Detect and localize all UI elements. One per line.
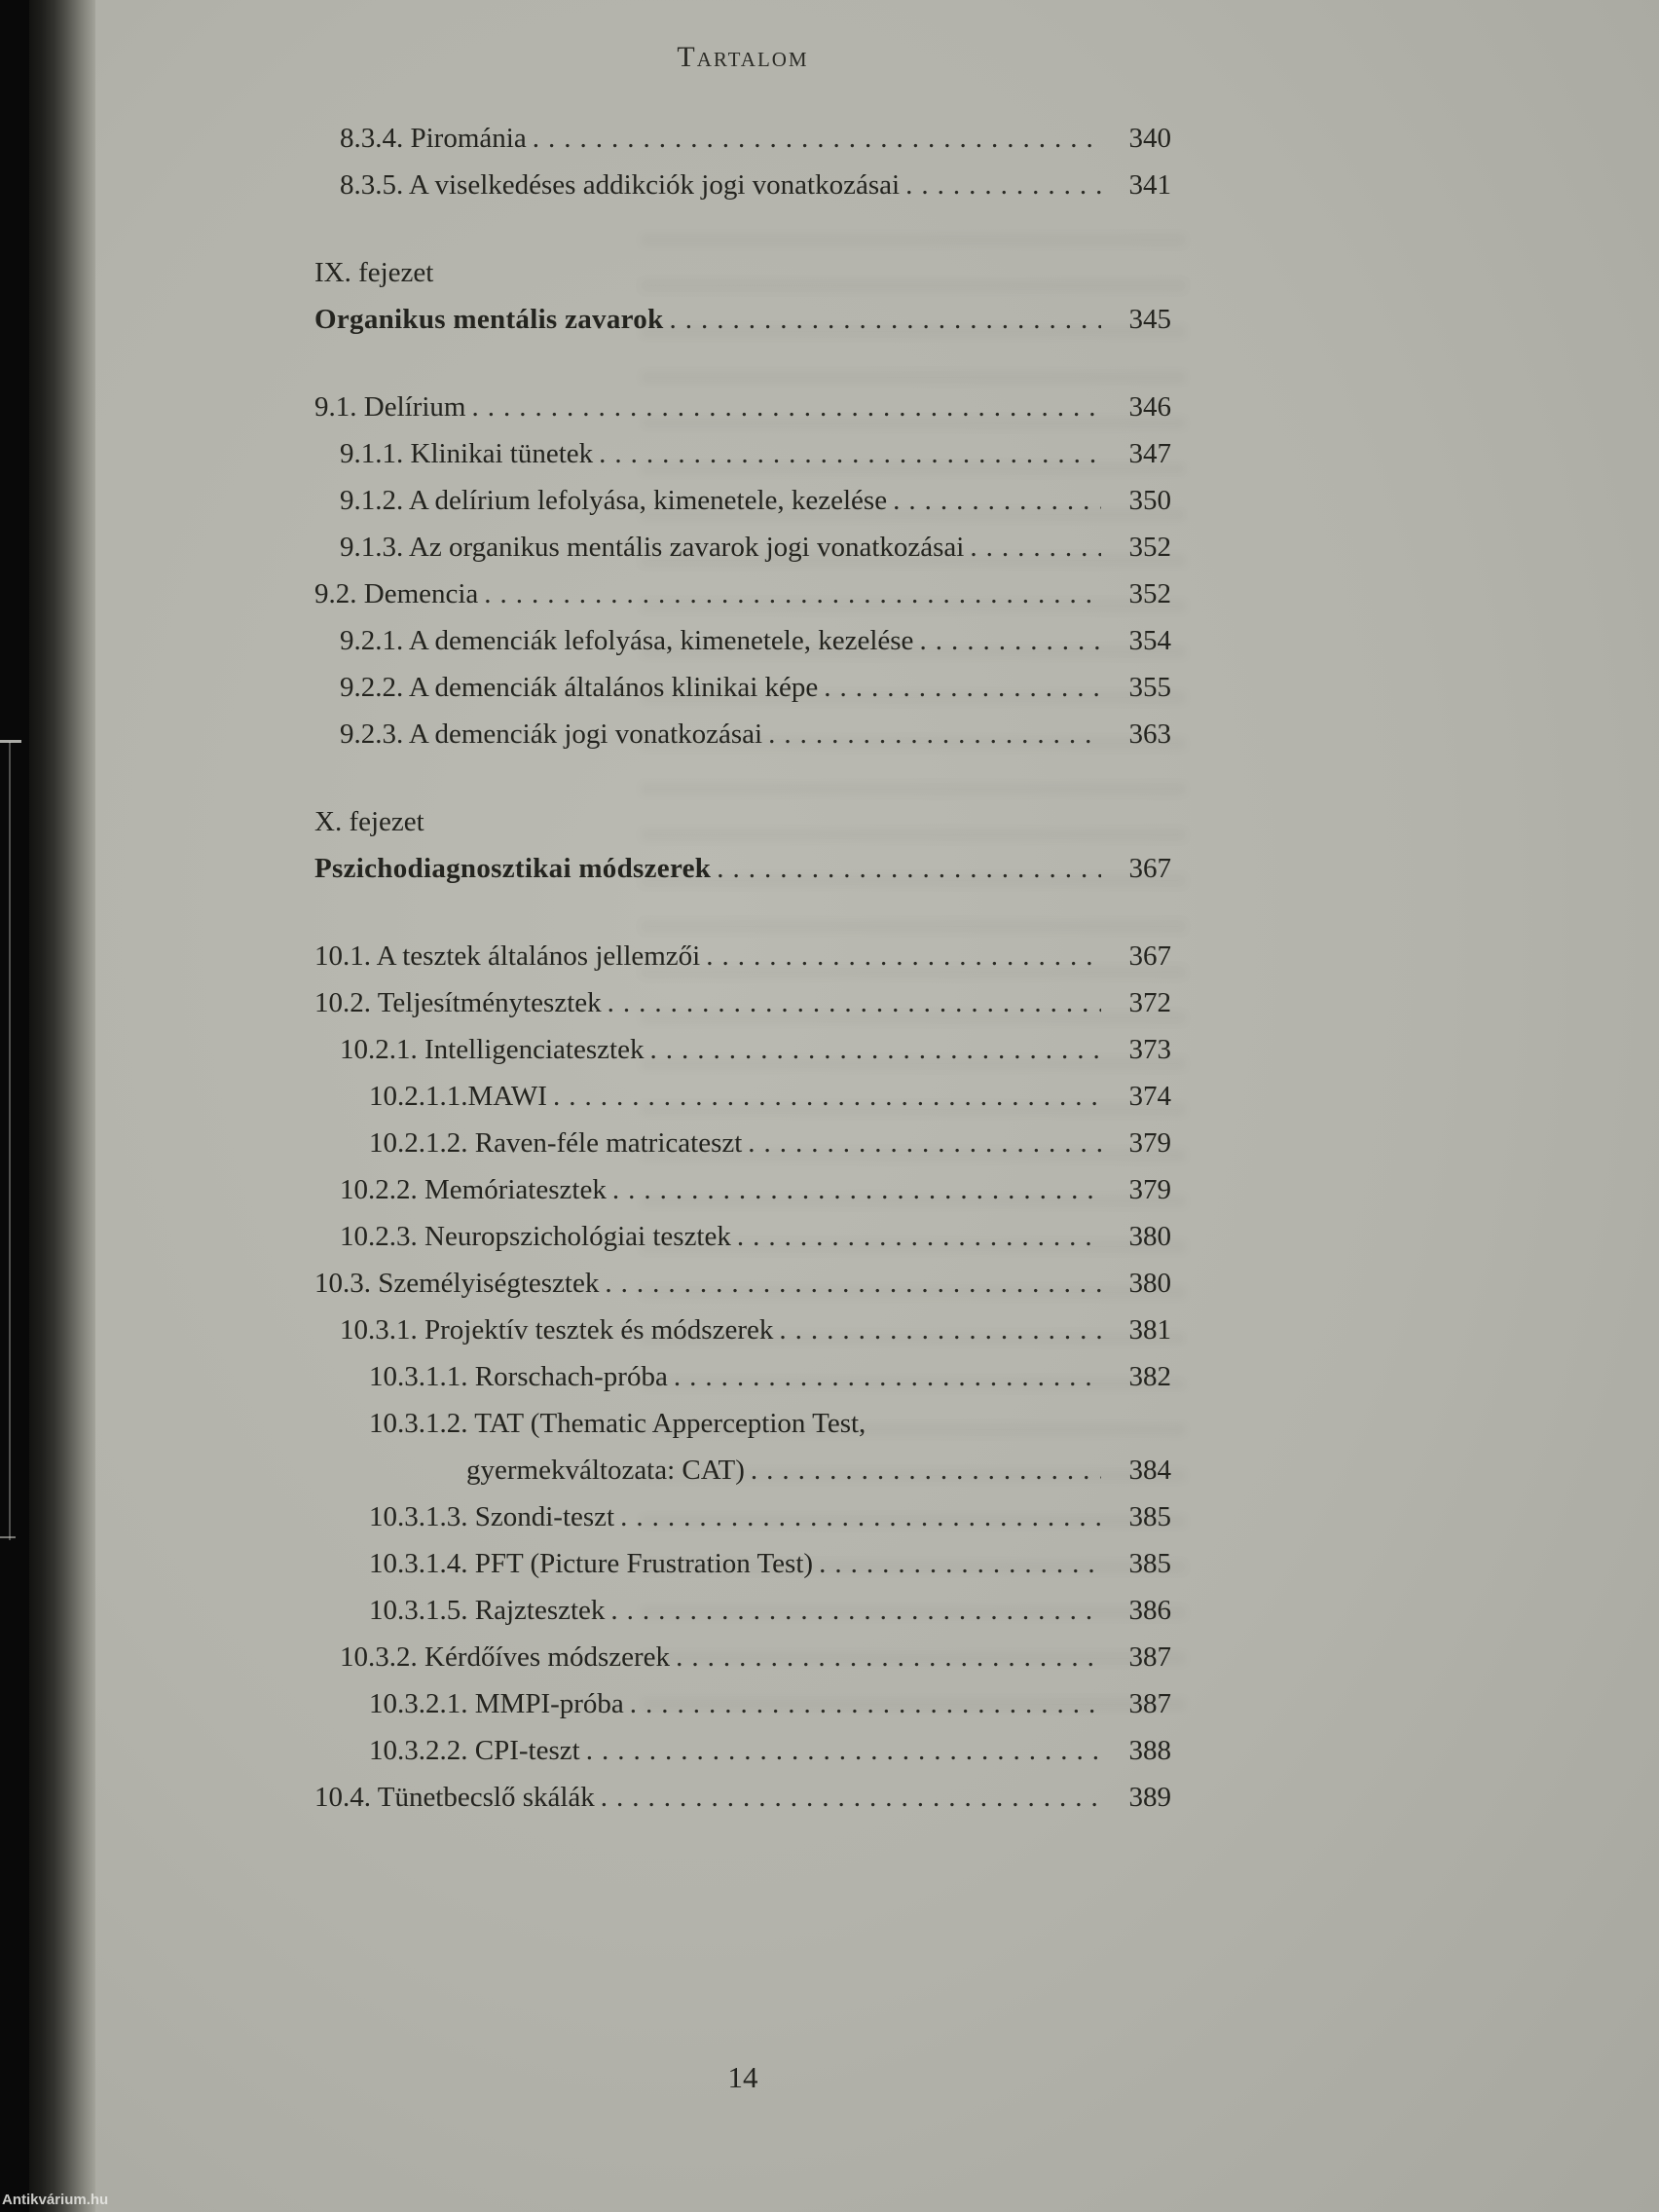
toc-entry-label: 10.4. Tünetbecslő skálák [314,1782,595,1813]
toc-entry-label: 10.3.1.2. TAT (Thematic Apperception Test, [369,1408,866,1439]
toc-dot-leader [630,1680,1101,1727]
book-page-edges [29,0,95,2212]
toc-row [314,1540,1171,1587]
toc-entry-label: 10.3.1.3. Szondi-teszt [369,1501,615,1532]
toc-entry-label: 9.1.2. A delírium lefolyása, kimenetele, kezelése [340,485,888,516]
toc-dot-leader [717,845,1101,892]
toc-page-number: 374 [1128,1081,1171,1112]
toc-row [314,115,1171,162]
toc-row [314,979,1171,1026]
toc-entry-label: 10.3.1.1. Rorschach-próba [369,1361,668,1392]
toc-row [314,1073,1171,1120]
toc-page-number: 389 [1128,1782,1171,1813]
toc-row [314,571,1171,617]
toc-entry-label: 10.3. Személyiségtesztek [314,1268,600,1299]
toc-dot-leader [553,1073,1101,1120]
toc-row [314,933,1171,979]
toc-page-number: 355 [1128,672,1171,703]
toc-dot-leader [601,1774,1101,1821]
toc-dot-leader [779,1307,1101,1353]
toc-page-number: 380 [1128,1221,1171,1252]
toc-row [314,384,1171,430]
toc-row [314,798,1171,845]
scanned-page [95,0,1659,2212]
toc-dot-leader [649,1026,1101,1073]
toc-row [314,1447,1171,1493]
toc-entry-label: 10.2.1. Intelligenciatesztek [340,1034,645,1065]
toc-entry-label: 8.3.5. A viselkedéses addikciók jogi vonatkozásai [340,169,901,201]
toc-row [314,1680,1171,1727]
toc-page-number: 379 [1128,1127,1171,1159]
page-title: Tartalom [677,41,809,73]
toc-page-number: 352 [1128,532,1171,563]
toc-page-number: 385 [1128,1548,1171,1579]
toc-dot-leader [610,1587,1101,1634]
toc-dot-leader [471,384,1101,430]
toc-entry-label: 10.2. Teljesítménytesztek [314,987,602,1018]
toc-page-number: 367 [1128,853,1171,884]
toc-row [314,1166,1171,1213]
toc-dot-leader [599,430,1101,477]
toc-page-number: 346 [1128,391,1171,423]
toc-entry-label: 8.3.4. Pirománia [340,123,527,154]
toc-dot-leader [670,296,1101,343]
toc-page-number: 385 [1128,1501,1171,1532]
toc-dot-leader [768,711,1101,757]
toc-row [314,1587,1171,1634]
toc-entry-label: 10.2.1.1.MAWI [369,1081,547,1112]
toc-dot-leader [893,477,1101,524]
toc-entry-label: 10.3.1. Projektív tesztek és módszerek [340,1314,774,1346]
toc-page-number: 354 [1128,625,1171,656]
toc-dot-leader [612,1166,1101,1213]
scan-left-black-border [0,0,29,2212]
toc-dot-leader [605,1260,1101,1307]
toc-page-number: 347 [1128,438,1171,469]
toc-dot-leader [819,1540,1101,1587]
toc-dot-leader [737,1213,1101,1260]
toc-page-number: 387 [1128,1641,1171,1673]
toc-dot-leader [608,979,1101,1026]
toc-row [314,711,1171,757]
toc-row [314,1493,1171,1540]
toc-dot-leader [533,115,1101,162]
toc-page-number: 345 [1128,304,1171,335]
toc-page-number: 352 [1128,578,1171,609]
toc-entry-label: 9.1.1. Klinikai tünetek [340,438,594,469]
toc-entry-label: IX. fejezet [314,257,434,288]
toc-entry-label: 10.3.1.5. Rajztesztek [369,1595,606,1626]
toc-page-number: 380 [1128,1268,1171,1299]
toc-row [314,477,1171,524]
toc-dot-leader [824,664,1101,711]
scan-artifact-mark [0,1536,16,1538]
toc-row [314,617,1171,664]
toc-row [314,1634,1171,1680]
toc-row [314,162,1171,208]
toc-dot-leader [970,524,1101,571]
toc-entry-label: 9.2.3. A demenciák jogi vonatkozásai [340,719,763,750]
toc-page-number: 350 [1128,485,1171,516]
toc-entry-label: 10.3.2.2. CPI-teszt [369,1735,580,1766]
toc-entry-label: Pszichodiagnosztikai módszerek [314,853,712,884]
toc-dot-leader [748,1120,1101,1166]
toc-page-number: 387 [1128,1688,1171,1719]
toc-row [314,296,1171,343]
toc-dot-leader [484,571,1101,617]
toc-page-number: 373 [1128,1034,1171,1065]
toc-spacer [314,757,1171,798]
footer-page-number: 14 [727,2060,758,2094]
toc-row [314,1400,1171,1447]
toc-page-number: 388 [1128,1735,1171,1766]
toc-row [314,1727,1171,1774]
toc-page-number: 367 [1128,940,1171,972]
toc-entry-label: 9.1.3. Az organikus mentális zavarok jogi vonatkozásai [340,532,965,563]
toc-entry-label: 10.3.2.1. MMPI-próba [369,1688,624,1719]
toc-row [314,1774,1171,1821]
scan-artifact-line [9,742,11,1540]
toc-row [314,845,1171,892]
toc-dot-leader [905,162,1101,208]
toc-row [314,430,1171,477]
toc-page-number: 341 [1128,169,1171,201]
toc-entry-label: 10.2.2. Memóriatesztek [340,1174,607,1205]
toc-entry-label: gyermekváltozata: CAT) [466,1455,745,1486]
toc-page-number: 340 [1128,123,1171,154]
toc-entry-label: 10.3.1.4. PFT (Picture Frustration Test) [369,1548,814,1579]
toc-spacer [314,892,1171,933]
toc-entry-label: X. fejezet [314,806,424,837]
toc-entry-label: 9.2.1. A demenciák lefolyása, kimenetele, kezelése [340,625,914,656]
toc-dot-leader [676,1634,1101,1680]
toc-dot-leader [674,1353,1101,1400]
toc-row [314,1307,1171,1353]
toc-page-number: 384 [1128,1455,1171,1486]
toc-page-number: 363 [1128,719,1171,750]
toc-entry-label: 9.2.2. A demenciák általános klinikai képe [340,672,819,703]
toc-entry-label: 10.2.3. Neuropszichológiai tesztek [340,1221,731,1252]
toc-entry-label: 10.1. A tesztek általános jellemzői [314,940,701,972]
toc-dot-leader [751,1447,1101,1493]
toc-page-number: 379 [1128,1174,1171,1205]
toc-spacer [314,343,1171,384]
toc-entry-label: Organikus mentális zavarok [314,304,664,335]
toc-list [314,115,1171,1821]
scan-artifact-mark [0,740,21,743]
toc-entry-label: 9.2. Demencia [314,578,479,609]
toc-row [314,1260,1171,1307]
toc-page-number: 386 [1128,1595,1171,1626]
toc-dot-leader [706,933,1101,979]
toc-row [314,524,1171,571]
toc-page-number: 381 [1128,1314,1171,1346]
toc-row [314,1353,1171,1400]
toc-row [314,1120,1171,1166]
toc-row [314,664,1171,711]
toc-page-number: 382 [1128,1361,1171,1392]
toc-row [314,249,1171,296]
toc-dot-leader [620,1493,1101,1540]
toc-spacer [314,208,1171,249]
toc-row [314,1026,1171,1073]
toc-dot-leader [586,1727,1101,1774]
toc-dot-leader [919,617,1101,664]
toc-entry-label: 10.3.2. Kérdőíves módszerek [340,1641,671,1673]
toc-page-number: 372 [1128,987,1171,1018]
toc-entry-label: 9.1. Delírium [314,391,466,423]
toc-entry-label: 10.2.1.2. Raven-féle matricateszt [369,1127,743,1159]
watermark: Antikvárium.hu [2,2192,109,2208]
toc-row [314,1213,1171,1260]
